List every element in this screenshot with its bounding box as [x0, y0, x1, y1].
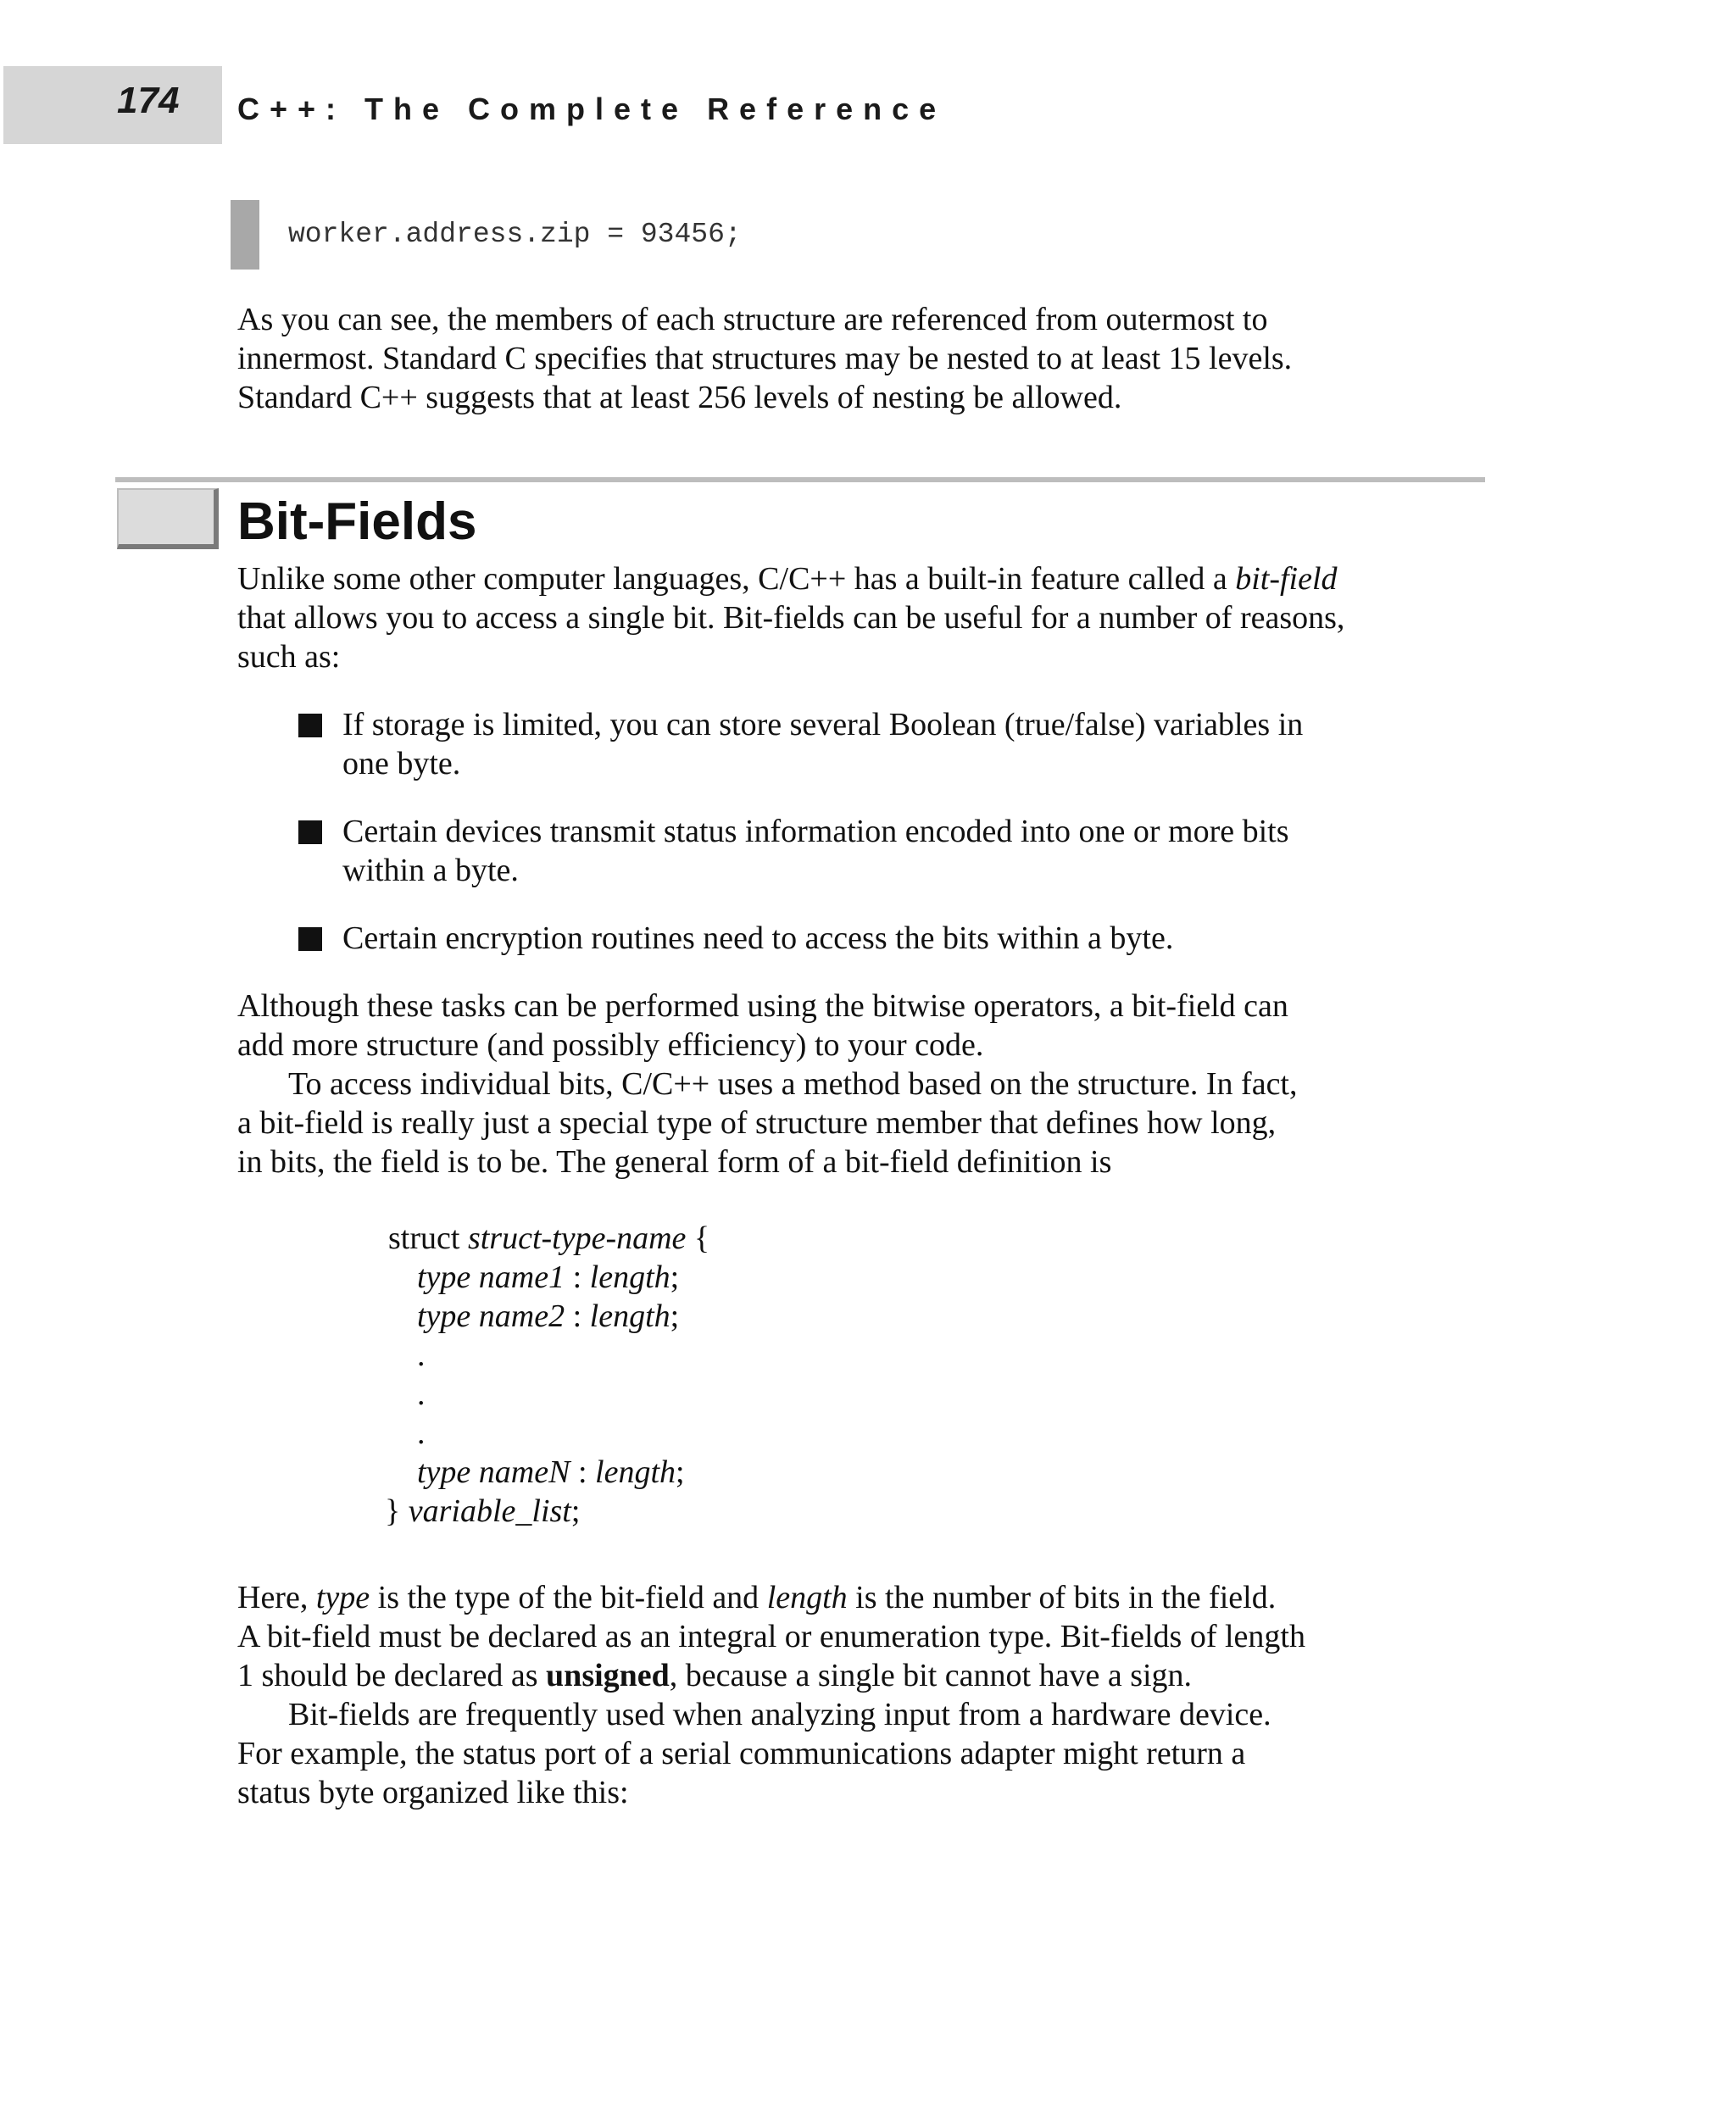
bullet-square-icon: [298, 927, 322, 951]
text-line: If storage is limited, you can store several Boolean (true/false) variables in: [342, 707, 1304, 742]
list-item: [298, 919, 1485, 958]
text-line: [237, 1578, 1475, 1617]
code-margin-bar: [231, 200, 259, 270]
text-line: Bit-fields are frequently used when analyzing input from a hardware device.: [288, 1697, 1271, 1732]
text-run: , because a single bit cannot have a sign.: [669, 1658, 1193, 1693]
text-line: status byte organized like this:: [237, 1775, 629, 1810]
semicolon: ;: [670, 1298, 680, 1334]
intro-paragraph: [237, 300, 1475, 417]
semicolon: ;: [570, 1493, 581, 1529]
variable-list: variable_list: [408, 1493, 571, 1529]
text-line: To access individual bits, C/C++ uses a method based on the structure. In fact,: [288, 1066, 1298, 1102]
ellipsis-dot: .: [417, 1376, 426, 1412]
list-item: [298, 705, 1485, 783]
section-title: Bit-Fields: [237, 492, 477, 551]
text-run: Unlike some other computer languages, C/C++ has a built-in feature called a: [237, 561, 1236, 597]
text-line: Although these tasks can be performed using the bitwise operators, a bit-field can: [237, 988, 1288, 1024]
text-line: [237, 559, 1475, 598]
term-bit-field: bit-field: [1235, 561, 1338, 597]
access-bits-paragraph: [237, 1065, 1475, 1181]
colon: :: [572, 1259, 582, 1295]
text-line: within a byte.: [342, 853, 519, 888]
syntax-line: [388, 1297, 709, 1336]
colon: :: [572, 1298, 582, 1334]
text-line: innermost. Standard C specifies that structures may be nested to at least 15 levels.: [237, 341, 1293, 376]
text-run: is the number of bits in the field.: [847, 1580, 1277, 1615]
syntax-line: [388, 1258, 709, 1297]
syntax-line: [385, 1492, 709, 1531]
close-brace: }: [385, 1493, 401, 1529]
text-line: For example, the status port of a serial communications adapter might return a: [237, 1736, 1246, 1771]
running-head: C++: The Complete Reference: [237, 92, 947, 126]
syntax-line: [388, 1453, 709, 1492]
page-number: 174: [117, 80, 180, 121]
keyword-unsigned: unsigned: [546, 1658, 670, 1693]
text-line: one byte.: [342, 746, 461, 781]
semicolon: ;: [676, 1454, 685, 1490]
code-line: worker.address.zip = 93456;: [288, 219, 742, 250]
bitfield-intro-paragraph: [237, 559, 1475, 676]
page-number-tab: [3, 66, 222, 144]
section-marker-box: [117, 488, 219, 549]
ellipsis-dot: .: [417, 1415, 426, 1451]
text-line: that allows you to access a single bit. Bit-fields can be useful for a number of reasons,: [237, 600, 1345, 636]
colon: :: [577, 1454, 587, 1490]
struct-type-name: struct-type-name: [467, 1220, 687, 1256]
list-item: [298, 812, 1485, 890]
semicolon: ;: [670, 1259, 680, 1295]
type-length-paragraph: [237, 1578, 1475, 1695]
member-length: length: [589, 1259, 670, 1295]
text-run: 1 should be declared as: [237, 1658, 547, 1693]
member-type: type name2: [417, 1298, 565, 1334]
text-line: A bit-field must be declared as an integral or enumeration type. Bit-fields of length: [237, 1619, 1305, 1654]
bullet-square-icon: [298, 714, 322, 737]
member-length: length: [595, 1454, 676, 1490]
term-length: length: [766, 1580, 848, 1615]
text-line: add more structure (and possibly efficiency) to your code.: [237, 1027, 984, 1063]
text-line: Certain encryption routines need to access the bits within a byte.: [342, 920, 1174, 956]
text-line: in bits, the field is to be. The general form of a bit-field definition is: [237, 1144, 1112, 1180]
reasons-list: [298, 705, 1485, 987]
text-line: Certain devices transmit status information encoded into one or more bits: [342, 814, 1289, 849]
member-type: type name1: [417, 1259, 565, 1295]
bullet-square-icon: [298, 820, 322, 844]
term-type: type: [315, 1580, 370, 1615]
text-line: As you can see, the members of each structure are referenced from outermost to: [237, 302, 1268, 337]
bitfield-general-form: [385, 1219, 710, 1531]
bitwise-paragraph: [237, 987, 1475, 1065]
text-run: Here,: [237, 1580, 316, 1615]
hardware-paragraph: [237, 1695, 1475, 1812]
text-line: a bit-field is really just a special type of structure member that defines how long,: [237, 1105, 1277, 1141]
text-line: [237, 1656, 1475, 1695]
text-line: Standard C++ suggests that at least 256 levels of nesting be allowed.: [237, 380, 1122, 415]
text-run: is the type of the bit-field and: [370, 1580, 767, 1615]
member-length: length: [589, 1298, 670, 1334]
section-rule: [115, 477, 1485, 482]
syntax-line: [388, 1219, 709, 1258]
ellipsis-dot: .: [417, 1337, 426, 1373]
member-type: type nameN: [417, 1454, 570, 1490]
text-line: such as:: [237, 639, 341, 675]
open-brace: {: [693, 1220, 710, 1256]
keyword-struct: struct: [388, 1220, 460, 1256]
